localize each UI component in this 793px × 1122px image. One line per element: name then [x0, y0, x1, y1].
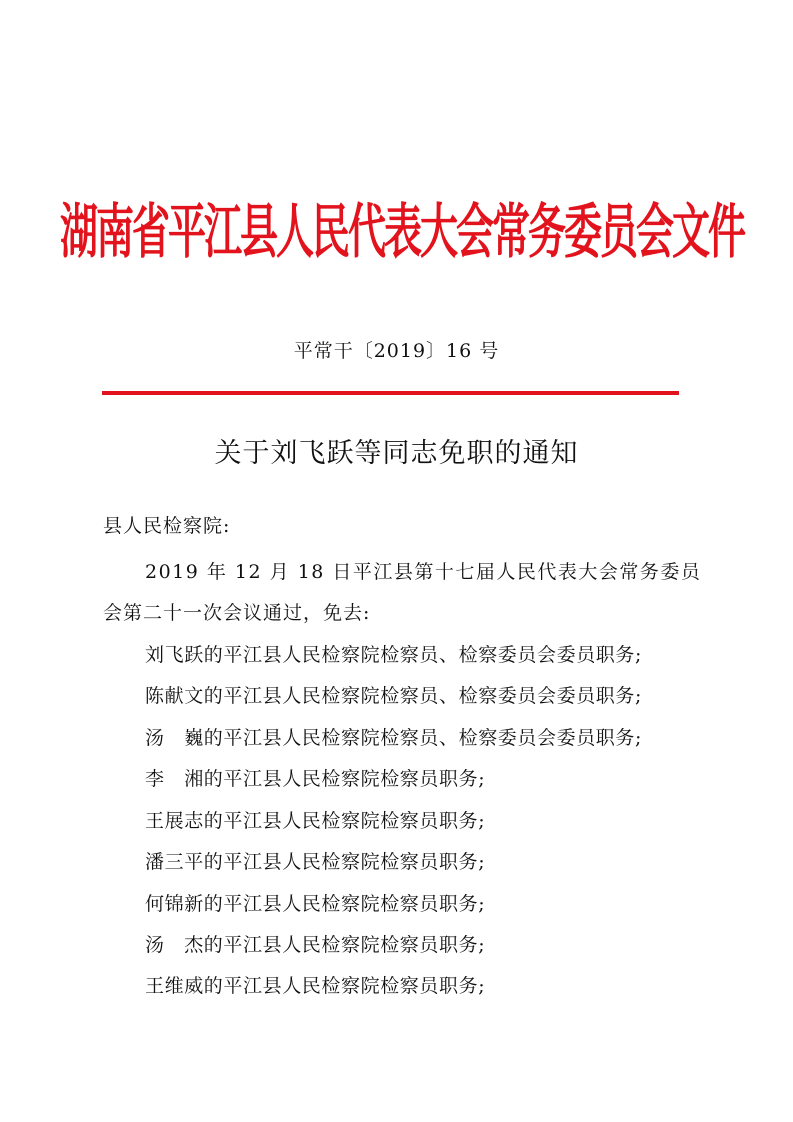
- document-number: 平常干〔2019〕16 号: [293, 340, 500, 362]
- dismissal-item-1: 刘飞跃的平江县人民检察院检察员、检察委员会委员职务;: [145, 644, 643, 666]
- dismissal-item-2: 陈献文的平江县人民检察院检察员、检察委员会委员职务;: [145, 685, 643, 707]
- masthead-title: 湖南省平江县人民代表大会常务委员会文件: [60, 196, 745, 266]
- dismissal-item-8: 汤 杰的平江县人民检察院检察员职务;: [145, 934, 486, 956]
- dismissal-item-6: 潘三平的平江县人民检察院检察员职务;: [145, 851, 486, 873]
- red-divider-line: [102, 391, 679, 395]
- paragraph-line-2: 会第二十一次会议通过，免去:: [103, 602, 371, 624]
- dismissal-item-5: 王展志的平江县人民检察院检察员职务;: [145, 810, 486, 832]
- dismissal-item-3: 汤 巍的平江县人民检察院检察员、检察委员会委员职务;: [145, 727, 643, 749]
- dismissal-item-4: 李 湘的平江县人民检察院检察员职务;: [145, 768, 486, 790]
- notice-title: 关于刘飞跃等同志免职的通知: [214, 438, 579, 469]
- dismissal-item-9: 王维威的平江县人民检察院检察员职务;: [145, 975, 486, 997]
- paragraph-line-1: 2019 年 12 月 18 日平江县第十七届人民代表大会常务委员: [145, 561, 702, 583]
- dismissal-item-7: 何锦新的平江县人民检察院检察员职务;: [145, 893, 486, 915]
- recipient-line: 县人民检察院:: [103, 515, 231, 537]
